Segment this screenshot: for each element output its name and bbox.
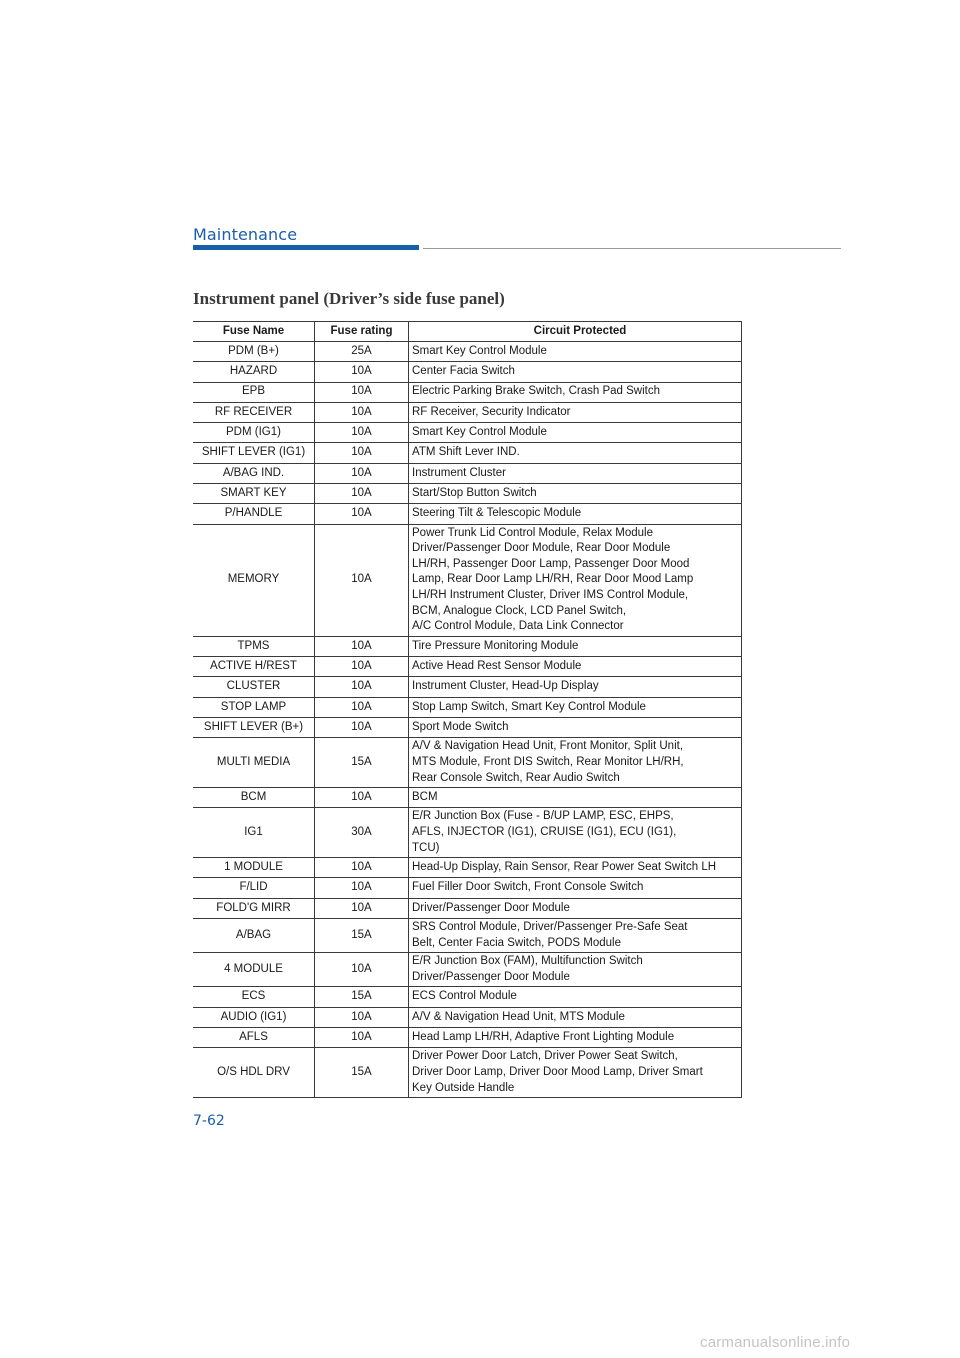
table-row [193, 898, 742, 918]
circuit-line: MTS Module, Front DIS Switch, Rear Monitor LH/RH, [412, 755, 684, 768]
circuit-protected-cell [409, 1028, 742, 1048]
circuit-protected-cell [409, 878, 742, 898]
fuse-rating-cell: 10A [315, 1028, 409, 1048]
fuse-name-cell: ECS [193, 987, 315, 1007]
circuit-line: Lamp, Rear Door Lamp LH/RH, Rear Door Mood Lamp [412, 573, 694, 586]
table-row [193, 697, 742, 717]
circuit-line: Driver Door Lamp, Driver Door Mood Lamp, Driver Smart [412, 1065, 703, 1078]
fuse-name-cell: RF RECEIVER [193, 402, 315, 422]
circuit-line: Tire Pressure Monitoring Module [412, 639, 579, 652]
fuse-name-cell: MULTI MEDIA [193, 738, 315, 788]
table-row [193, 443, 742, 463]
circuit-line: Smart Key Control Module [412, 426, 547, 439]
circuit-line: Instrument Cluster, Head-Up Display [412, 680, 599, 693]
fuse-rating-cell: 10A [315, 402, 409, 422]
fuse-name-cell: ACTIVE H/REST [193, 657, 315, 677]
circuit-protected-cell [409, 484, 742, 504]
table-row [193, 362, 742, 382]
table-body [193, 342, 742, 1098]
circuit-line: Driver/Passenger Door Module, Rear Door Module [412, 542, 671, 555]
fuse-rating-cell: 10A [315, 697, 409, 717]
fuse-rating-cell: 15A [315, 738, 409, 788]
circuit-line: Key Outside Handle [412, 1081, 515, 1094]
circuit-line: Head Lamp LH/RH, Adaptive Front Lighting Module [412, 1030, 675, 1043]
circuit-line: A/V & Navigation Head Unit, Front Monitor, Split Unit, [412, 740, 684, 753]
section-header [193, 225, 841, 253]
fuse-rating-cell: 10A [315, 1007, 409, 1027]
fuse-name-cell: PDM (B+) [193, 342, 315, 362]
circuit-protected-cell [409, 636, 742, 656]
watermark-text: carmanualsonline.info [700, 1334, 851, 1351]
table-row [193, 504, 742, 524]
circuit-protected-cell [409, 342, 742, 362]
page-number: 7-62 [193, 1113, 225, 1129]
circuit-line: Driver/Passenger Door Module [412, 970, 570, 983]
section-rule-thin [423, 248, 841, 249]
circuit-protected-cell [409, 423, 742, 443]
fuse-name-cell: HAZARD [193, 362, 315, 382]
fuse-name-cell: CLUSTER [193, 677, 315, 697]
table-row [193, 953, 742, 987]
fuse-rating-cell: 15A [315, 987, 409, 1007]
table-row [193, 463, 742, 483]
circuit-protected-cell [409, 987, 742, 1007]
column-header-circuit-protected: Circuit Protected [409, 322, 742, 342]
table-row [193, 808, 742, 858]
circuit-protected-cell [409, 443, 742, 463]
fuse-rating-cell: 10A [315, 718, 409, 738]
circuit-protected-cell [409, 919, 742, 953]
fuse-name-cell: A/BAG IND. [193, 463, 315, 483]
circuit-line: Electric Parking Brake Switch, Crash Pad Switch [412, 385, 660, 398]
fuse-rating-cell: 10A [315, 423, 409, 443]
fuse-name-cell: STOP LAMP [193, 697, 315, 717]
circuit-line: BCM [412, 790, 438, 803]
circuit-line: LH/RH Instrument Cluster, Driver IMS Control Module, [412, 589, 689, 602]
column-header-fuse-rating: Fuse rating [315, 322, 409, 342]
fuse-name-cell: TPMS [193, 636, 315, 656]
circuit-line: AFLS, INJECTOR (IG1), CRUISE (IG1), ECU (IG1), [412, 825, 677, 838]
fuse-table [193, 321, 742, 1098]
circuit-line: Start/Stop Button Switch [412, 486, 537, 499]
table-row [193, 738, 742, 788]
table-row [193, 919, 742, 953]
fuse-name-cell: MEMORY [193, 524, 315, 636]
fuse-rating-cell: 10A [315, 858, 409, 878]
fuse-name-cell: IG1 [193, 808, 315, 858]
circuit-line: TCU) [412, 841, 440, 854]
table-row [193, 718, 742, 738]
table-row [193, 484, 742, 504]
table-row [193, 423, 742, 443]
circuit-line: Head-Up Display, Rain Sensor, Rear Power Seat Switch LH [412, 861, 717, 874]
fuse-rating-cell: 10A [315, 677, 409, 697]
table-row [193, 788, 742, 808]
table-row [193, 858, 742, 878]
circuit-line: ECS Control Module [412, 990, 517, 1003]
circuit-line: Sport Mode Switch [412, 720, 509, 733]
fuse-rating-cell: 10A [315, 953, 409, 987]
circuit-protected-cell [409, 657, 742, 677]
circuit-protected-cell [409, 953, 742, 987]
circuit-line: Center Facia Switch [412, 365, 515, 378]
fuse-name-cell: O/S HDL DRV [193, 1048, 315, 1098]
circuit-line: SRS Control Module, Driver/Passenger Pre-Safe Seat [412, 921, 688, 934]
fuse-rating-cell: 15A [315, 1048, 409, 1098]
table-row [193, 524, 742, 636]
circuit-protected-cell [409, 718, 742, 738]
circuit-protected-cell [409, 524, 742, 636]
table-header-row [193, 322, 742, 342]
circuit-protected-cell [409, 738, 742, 788]
fuse-rating-cell: 10A [315, 636, 409, 656]
table-row [193, 1048, 742, 1098]
table-row [193, 1028, 742, 1048]
fuse-rating-cell: 10A [315, 898, 409, 918]
circuit-protected-cell [409, 1007, 742, 1027]
circuit-line: Fuel Filler Door Switch, Front Console Switch [412, 881, 644, 894]
circuit-protected-cell [409, 808, 742, 858]
circuit-line: Active Head Rest Sensor Module [412, 659, 582, 672]
column-header-fuse-name: Fuse Name [193, 322, 315, 342]
circuit-line: Stop Lamp Switch, Smart Key Control Module [412, 700, 646, 713]
fuse-rating-cell: 10A [315, 443, 409, 463]
fuse-name-cell: SMART KEY [193, 484, 315, 504]
fuse-name-cell: SHIFT LEVER (IG1) [193, 443, 315, 463]
fuse-rating-cell: 10A [315, 788, 409, 808]
table-row [193, 1007, 742, 1027]
fuse-rating-cell: 15A [315, 919, 409, 953]
circuit-line: E/R Junction Box (Fuse - B/UP LAMP, ESC, EHPS, [412, 810, 674, 823]
fuse-rating-cell: 10A [315, 382, 409, 402]
page-title: Instrument panel (Driver’s side fuse panel) [193, 289, 505, 308]
fuse-rating-cell: 25A [315, 342, 409, 362]
circuit-protected-cell [409, 677, 742, 697]
circuit-protected-cell [409, 382, 742, 402]
fuse-name-cell: PDM (IG1) [193, 423, 315, 443]
fuse-rating-cell: 10A [315, 484, 409, 504]
circuit-protected-cell [409, 463, 742, 483]
fuse-name-cell: P/HANDLE [193, 504, 315, 524]
fuse-rating-cell: 10A [315, 504, 409, 524]
fuse-rating-cell: 10A [315, 878, 409, 898]
section-title: Maintenance [193, 225, 298, 244]
circuit-protected-cell [409, 898, 742, 918]
table-row [193, 636, 742, 656]
circuit-protected-cell [409, 788, 742, 808]
table-row [193, 657, 742, 677]
fuse-rating-cell: 30A [315, 808, 409, 858]
circuit-line: E/R Junction Box (FAM), Multifunction Switch [412, 955, 643, 968]
fuse-name-cell: EPB [193, 382, 315, 402]
circuit-line: Driver/Passenger Door Module [412, 901, 570, 914]
fuse-name-cell: 4 MODULE [193, 953, 315, 987]
table-row [193, 987, 742, 1007]
fuse-name-cell: BCM [193, 788, 315, 808]
fuse-rating-cell: 10A [315, 362, 409, 382]
circuit-line: Instrument Cluster [412, 466, 506, 479]
circuit-line: LH/RH, Passenger Door Lamp, Passenger Door Mood [412, 557, 690, 570]
circuit-line: ATM Shift Lever IND. [412, 446, 520, 459]
circuit-line: BCM, Analogue Clock, LCD Panel Switch, [412, 604, 627, 617]
circuit-protected-cell [409, 504, 742, 524]
circuit-protected-cell [409, 1048, 742, 1098]
circuit-line: Belt, Center Facia Switch, PODS Module [412, 936, 621, 949]
fuse-rating-cell: 10A [315, 524, 409, 636]
fuse-rating-cell: 10A [315, 657, 409, 677]
table-row [193, 402, 742, 422]
table-row [193, 677, 742, 697]
table-row [193, 382, 742, 402]
fuse-name-cell: A/BAG [193, 919, 315, 953]
section-rule-accent [193, 245, 419, 250]
table-row [193, 878, 742, 898]
circuit-line: A/C Control Module, Data Link Connector [412, 620, 624, 633]
circuit-line: Power Trunk Lid Control Module, Relax Module [412, 526, 653, 539]
fuse-name-cell: F/LID [193, 878, 315, 898]
table-row [193, 342, 742, 362]
fuse-name-cell: AFLS [193, 1028, 315, 1048]
circuit-line: Driver Power Door Latch, Driver Power Seat Switch, [412, 1050, 678, 1063]
circuit-protected-cell [409, 858, 742, 878]
fuse-name-cell: AUDIO (IG1) [193, 1007, 315, 1027]
circuit-line: Steering Tilt & Telescopic Module [412, 507, 582, 520]
circuit-line: A/V & Navigation Head Unit, MTS Module [412, 1010, 625, 1023]
circuit-protected-cell [409, 362, 742, 382]
circuit-protected-cell [409, 697, 742, 717]
circuit-line: RF Receiver, Security Indicator [412, 405, 571, 418]
fuse-name-cell: FOLD'G MIRR [193, 898, 315, 918]
fuse-name-cell: 1 MODULE [193, 858, 315, 878]
circuit-line: Smart Key Control Module [412, 344, 547, 357]
fuse-name-cell: SHIFT LEVER (B+) [193, 718, 315, 738]
fuse-rating-cell: 10A [315, 463, 409, 483]
circuit-line: Rear Console Switch, Rear Audio Switch [412, 771, 620, 784]
circuit-protected-cell [409, 402, 742, 422]
